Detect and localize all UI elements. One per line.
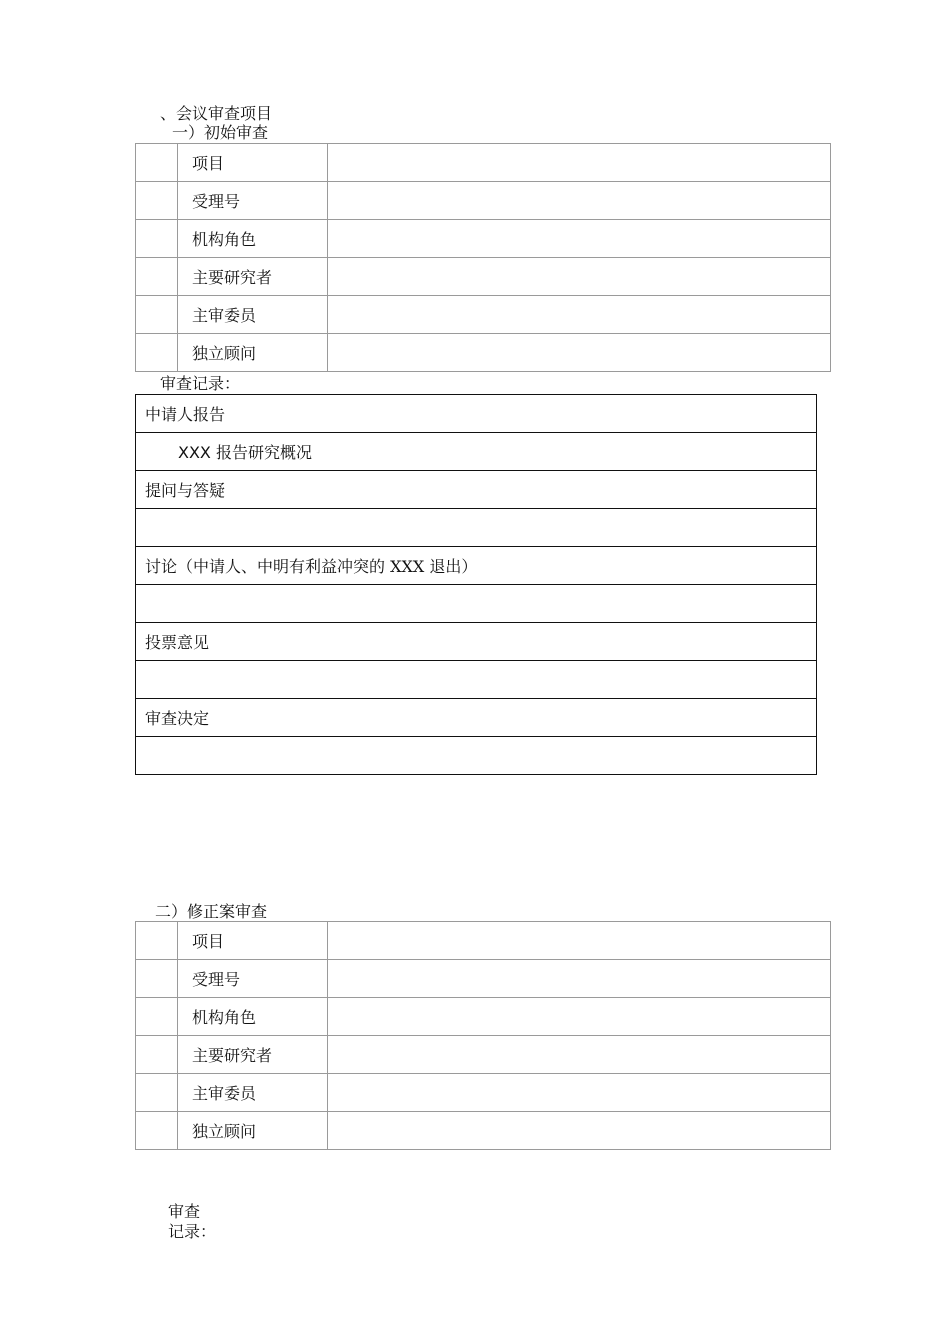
row-label: 项目 — [178, 144, 328, 182]
table-row — [136, 334, 831, 372]
record-cell: 讨论（中请人、中明有利益冲突的 XXX 退出） — [136, 547, 817, 585]
table-row — [136, 661, 817, 699]
row-label: 主要研究者 — [178, 258, 328, 296]
table-row — [136, 144, 831, 182]
row-value[interactable] — [328, 296, 831, 334]
record-cell: XXX 报告研究概况 — [136, 433, 817, 471]
part2-title: 二）修正案审查 — [155, 902, 268, 921]
row-label: 项目 — [178, 922, 328, 960]
row-label: 机构角色 — [178, 998, 328, 1036]
record-cell-empty[interactable] — [136, 737, 817, 775]
record-label-2-line1: 审查 — [168, 1202, 201, 1221]
record-cell: 提问与答疑 — [136, 471, 817, 509]
table-row — [136, 699, 817, 737]
table-row — [136, 960, 831, 998]
record-cell: 投票意见 — [136, 623, 817, 661]
row-value[interactable] — [328, 334, 831, 372]
row-label: 主审委员 — [178, 1074, 328, 1112]
table-row — [136, 1074, 831, 1112]
row-value[interactable] — [328, 1036, 831, 1074]
table-row — [136, 296, 831, 334]
row-label: 受理号 — [178, 182, 328, 220]
table-row — [136, 623, 817, 661]
row-label: 主要研究者 — [178, 1036, 328, 1074]
part2-info-table — [135, 921, 831, 1150]
table-row — [136, 737, 817, 775]
row-value[interactable] — [328, 960, 831, 998]
record-label: 审查记录： — [160, 374, 241, 393]
table-row — [136, 1036, 831, 1074]
row-label: 独立顾问 — [178, 1112, 328, 1150]
row-value[interactable] — [328, 182, 831, 220]
record-cell-empty[interactable] — [136, 509, 817, 547]
part1-title: 一）初始审查 — [172, 123, 269, 142]
table-row — [136, 182, 831, 220]
table-row — [136, 395, 817, 433]
record-cell: 审查决定 — [136, 699, 817, 737]
row-value[interactable] — [328, 1112, 831, 1150]
row-label: 受理号 — [178, 960, 328, 998]
section-title: 、会议审查项目 — [160, 104, 273, 123]
table-row — [136, 258, 831, 296]
table-row — [136, 433, 817, 471]
row-value[interactable] — [328, 220, 831, 258]
table-row — [136, 471, 817, 509]
table-row — [136, 547, 817, 585]
record-table — [135, 394, 817, 775]
row-value[interactable] — [328, 998, 831, 1036]
table-row — [136, 509, 817, 547]
row-value[interactable] — [328, 1074, 831, 1112]
table-row — [136, 922, 831, 960]
table-row — [136, 585, 817, 623]
row-value[interactable] — [328, 258, 831, 296]
record-cell-empty[interactable] — [136, 585, 817, 623]
row-label: 机构角色 — [178, 220, 328, 258]
record-cell-empty[interactable] — [136, 661, 817, 699]
table-row — [136, 998, 831, 1036]
row-label: 独立顾问 — [178, 334, 328, 372]
row-label: 主审委员 — [178, 296, 328, 334]
row-value[interactable] — [328, 144, 831, 182]
record-label-2-line2: 记录： — [168, 1222, 217, 1241]
row-value[interactable] — [328, 922, 831, 960]
part1-info-table — [135, 143, 831, 372]
table-row — [136, 1112, 831, 1150]
table-row — [136, 220, 831, 258]
record-cell: 中请人报告 — [136, 395, 817, 433]
